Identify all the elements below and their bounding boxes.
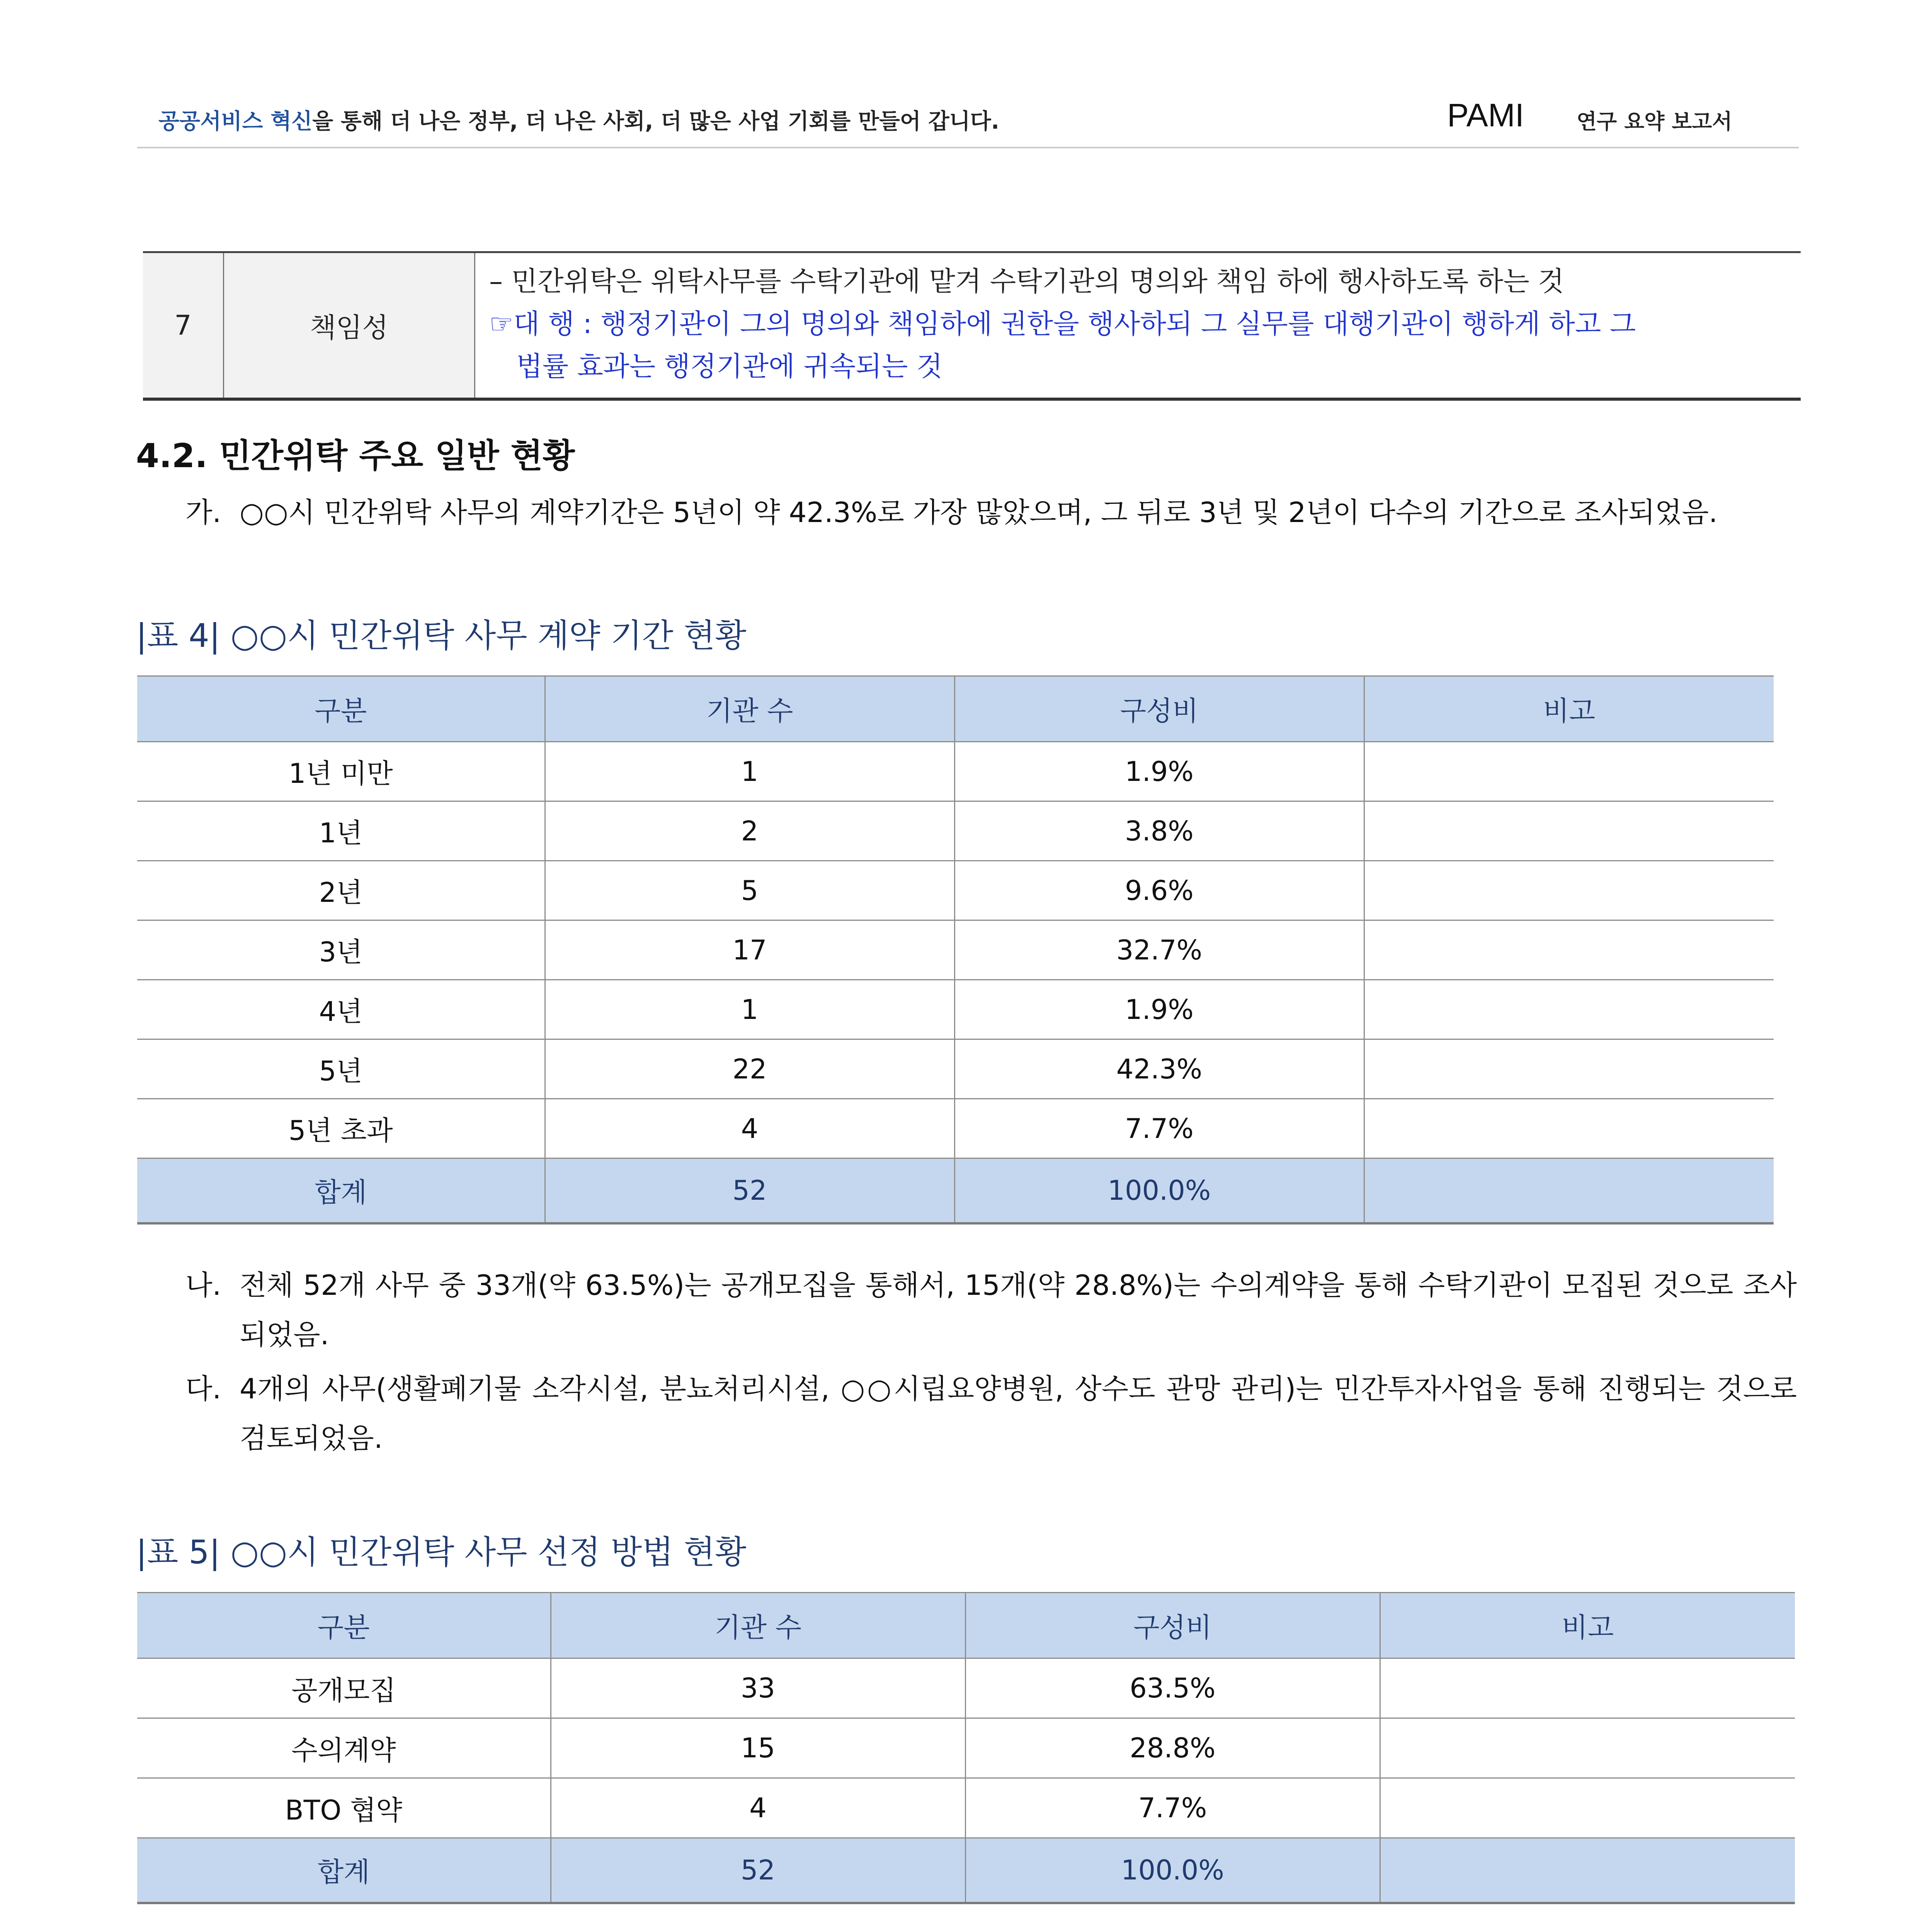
description-definition-line: ☞대 행 : 행정기관이 그의 명의와 책임하에 권한을 행사하되 그 실무를 대행기관이 행하게 하고 그 <box>489 308 1636 340</box>
cell: 28.8% <box>965 1718 1380 1778</box>
responsibility-row-table <box>143 251 1801 401</box>
cell <box>1364 801 1774 861</box>
header-slogan-text: 을 통해 더 나은 정부, 더 나은 사회, 더 많은 사업 기회를 만들어 갑니다. <box>312 109 1000 134</box>
table-row <box>137 801 1774 861</box>
table-5-selection-method <box>137 1592 1795 1904</box>
total-cell: 합계 <box>137 1158 545 1223</box>
cell <box>1380 1718 1795 1778</box>
cell <box>1364 920 1774 980</box>
total-cell: 100.0% <box>965 1838 1380 1903</box>
cell <box>1364 1039 1774 1099</box>
cell <box>1380 1658 1795 1718</box>
cell: 5년 초과 <box>137 1099 545 1158</box>
total-cell: 합계 <box>137 1838 551 1903</box>
total-cell: 52 <box>545 1158 954 1223</box>
cell: 42.3% <box>954 1039 1364 1099</box>
cell: 17 <box>545 920 954 980</box>
column-header: 구분 <box>137 1593 551 1658</box>
paragraph-text: 전체 52개 사무 중 33개(약 63.5%)는 공개모집을 통해서, 15개(약 28.8%)는 수의계약을 통해 수탁기관이 모집된 것으로 조사되었음. <box>240 1269 1797 1351</box>
cell: 1년 미만 <box>137 742 545 801</box>
paragraph-na <box>185 1260 1797 1359</box>
table-row <box>143 252 1801 400</box>
cell: 3.8% <box>954 801 1364 861</box>
description-line: – 민간위탁은 위탁사무를 수탁기관에 맡겨 수탁기관의 명의와 책임 하에 행사하도록 하는 것 <box>489 265 1564 297</box>
table-header-row <box>137 1593 1795 1658</box>
table-row <box>137 1099 1774 1158</box>
cell: 7.7% <box>954 1099 1364 1158</box>
cell: 1 <box>545 742 954 801</box>
column-header: 기관 수 <box>545 676 954 742</box>
row-description <box>475 252 1801 400</box>
column-header: 구성비 <box>954 676 1364 742</box>
paragraph-ga <box>185 488 1797 537</box>
total-cell: 52 <box>551 1838 965 1903</box>
cell: 5년 <box>137 1039 545 1099</box>
paragraph-text: 4개의 사무(생활폐기물 소각시설, 분뇨처리시설, ○○시립요양병원, 상수도 관망 관리)는 민간투자사업을 통해 진행되는 것으로 검토되었음. <box>240 1372 1797 1454</box>
cell: 4 <box>551 1778 965 1838</box>
cell: 1 <box>545 980 954 1039</box>
table-row <box>137 1039 1774 1099</box>
cell: BTO 협약 <box>137 1778 551 1838</box>
paragraph-marker: 다. <box>185 1372 221 1405</box>
cell: 2 <box>545 801 954 861</box>
header-slogan-highlight: 공공서비스 혁신 <box>158 109 313 134</box>
cell: 4년 <box>137 980 545 1039</box>
description-definition-continuation: 법률 효과는 행정기관에 귀속되는 것 <box>516 350 943 382</box>
cell: 2년 <box>137 861 545 920</box>
column-header: 기관 수 <box>551 1593 965 1658</box>
cell: 22 <box>545 1039 954 1099</box>
table-total-row <box>137 1158 1774 1223</box>
header-slogan <box>158 104 999 135</box>
cell: 33 <box>551 1658 965 1718</box>
paragraph-marker: 나. <box>185 1269 221 1301</box>
table-row <box>137 980 1774 1039</box>
cell: 1년 <box>137 801 545 861</box>
column-header: 비고 <box>1380 1593 1795 1658</box>
cell: 32.7% <box>954 920 1364 980</box>
table-row <box>137 920 1774 980</box>
table-row <box>137 1658 1795 1718</box>
cell: 9.6% <box>954 861 1364 920</box>
cell: 5 <box>545 861 954 920</box>
cell <box>1364 861 1774 920</box>
header-report-type: 연구 요약 보고서 <box>1577 109 1732 134</box>
table-row <box>137 742 1774 801</box>
cell: 63.5% <box>965 1658 1380 1718</box>
total-cell <box>1380 1838 1795 1903</box>
section-title: 4.2. 민간위탁 주요 일반 현황 <box>136 437 575 475</box>
table-header-row <box>137 676 1774 742</box>
column-header: 비고 <box>1364 676 1774 742</box>
total-cell: 100.0% <box>954 1158 1364 1223</box>
cell: 수의계약 <box>137 1718 551 1778</box>
cell: 1.9% <box>954 980 1364 1039</box>
cell: 3년 <box>137 920 545 980</box>
cell: 4 <box>545 1099 954 1158</box>
cell: 공개모집 <box>137 1658 551 1718</box>
table-4-caption: |표 4| ○○시 민간위탁 사무 계약 기간 현황 <box>136 617 747 655</box>
cell: 7.7% <box>965 1778 1380 1838</box>
table-4-contract-period <box>137 675 1774 1225</box>
header-divider <box>137 147 1799 148</box>
cell <box>1364 1099 1774 1158</box>
paragraph-da <box>185 1364 1797 1463</box>
cell <box>1364 980 1774 1039</box>
cell: 15 <box>551 1718 965 1778</box>
table-row <box>137 861 1774 920</box>
table-row <box>137 1778 1795 1838</box>
row-number: 7 <box>143 252 224 400</box>
table-total-row <box>137 1838 1795 1903</box>
cell <box>1380 1778 1795 1838</box>
cell: 1.9% <box>954 742 1364 801</box>
table-5-caption: |표 5| ○○시 민간위탁 사무 선정 방법 현황 <box>136 1533 747 1571</box>
column-header: 구분 <box>137 676 545 742</box>
table-row <box>137 1718 1795 1778</box>
column-header: 구성비 <box>965 1593 1380 1658</box>
header-brand: PAMI <box>1447 97 1524 133</box>
paragraph-marker: 가. <box>185 496 221 529</box>
total-cell <box>1364 1158 1774 1223</box>
cell <box>1364 742 1774 801</box>
paragraph-text: ○○시 민간위탁 사무의 계약기간은 5년이 약 42.3%로 가장 많았으며, 그 뒤로 3년 및 2년이 다수의 기간으로 조사되었음. <box>240 496 1718 529</box>
row-name: 책임성 <box>224 252 475 400</box>
